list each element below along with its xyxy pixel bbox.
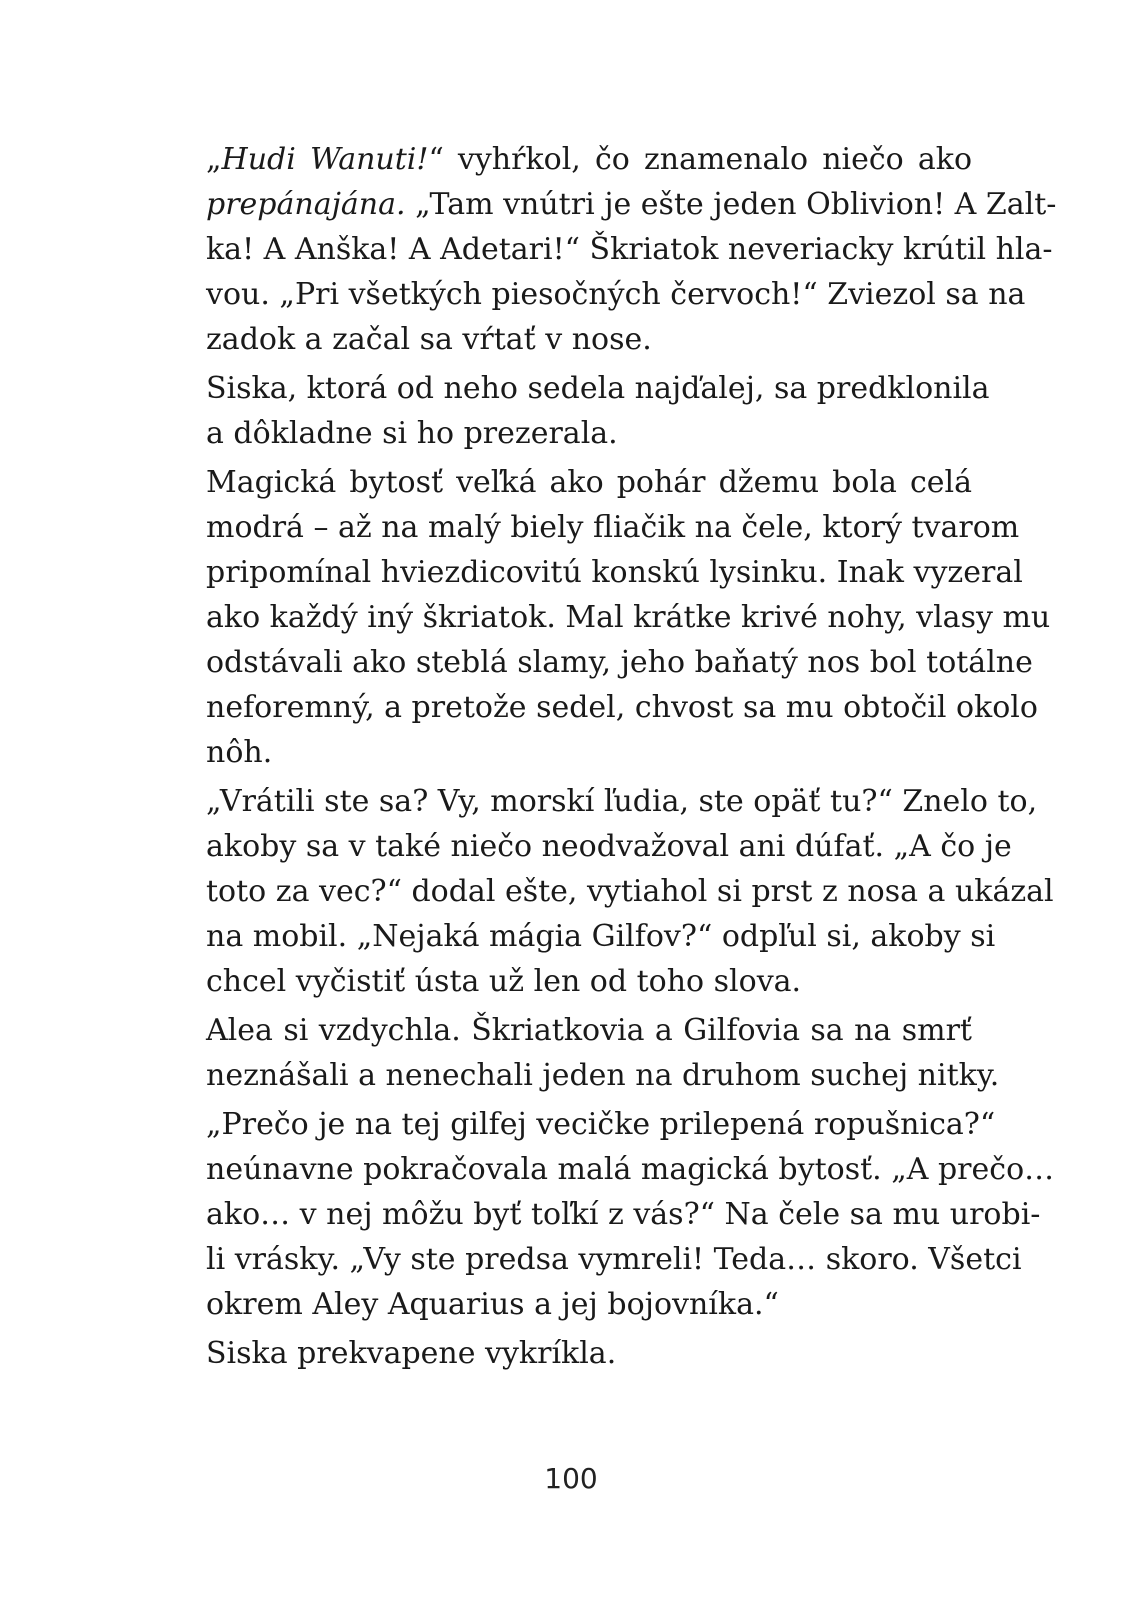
text-line — [180, 824, 1012, 869]
text-line — [180, 1102, 996, 1147]
text-line — [180, 595, 1051, 640]
text-line — [180, 366, 990, 411]
text-line — [180, 550, 1023, 595]
text-line — [180, 182, 1057, 227]
text-run: okrem Aley Aquarius a jej bojovníka.“ — [206, 1287, 779, 1322]
text-line — [180, 914, 996, 959]
italic-text: prepánajána. — [206, 187, 406, 222]
paragraph — [180, 779, 1054, 1004]
text-line — [180, 779, 1038, 824]
text-line — [180, 272, 1026, 317]
text-run: na mobil. „Nejaká mágia Gilfov?“ odpľul si, akoby si — [206, 919, 996, 954]
text-run: odstávali ako steblá slamy, jeho baňatý nos bol totálne — [206, 645, 1033, 680]
text-line — [180, 869, 1054, 914]
paragraph — [180, 1102, 1055, 1327]
text-run: pripomínal hviezdicovitú konskú lysinku. Inak vyzeral — [206, 555, 1023, 590]
text-line — [180, 1282, 972, 1327]
text-run: vou. „Pri všetkých piesočných červoch!“ Zviezol sa na — [206, 277, 1026, 312]
text-run: ka! A Anška! A Adetari!“ Škriatok neveriacky krútil hla- — [206, 232, 1053, 267]
text-run: neforemný, a pretože sedel, chvost sa mu obtočil okolo — [206, 690, 1038, 725]
text-run: zadok a začal sa vŕtať v nose. — [206, 322, 652, 357]
text-run: nôh. — [206, 735, 273, 770]
text-line — [180, 685, 1038, 730]
text-line — [180, 1237, 1022, 1282]
text-line — [180, 1331, 972, 1376]
paragraph — [180, 1008, 1000, 1098]
text-run: „Prečo je na tej gilfej vecičke prilepená ropušnica?“ — [206, 1107, 996, 1142]
text-line — [180, 137, 972, 182]
text-line — [180, 730, 972, 775]
text-run: modrá – až na malý biely fliačik na čele, ktorý tvarom — [206, 510, 1020, 545]
text-line — [180, 1053, 1000, 1098]
text-run: „Tam vnútri je ešte jeden Oblivion! A Zalt- — [405, 187, 1057, 222]
text-run: neznášali a nenechali jeden na druhom suchej nitky. — [206, 1058, 1000, 1093]
text-line — [180, 640, 1033, 685]
text-run: Magická bytosť veľká ako pohár džemu bola celá — [206, 465, 972, 500]
text-line — [180, 227, 1053, 272]
paragraph — [180, 137, 1057, 362]
text-run: li vrásky. „Vy ste predsa vymreli! Teda… skoro. Všetci — [206, 1242, 1022, 1277]
text-run: Siska, ktorá od neho sedela najďalej, sa predklonila — [206, 371, 990, 406]
text-run: toto za vec?“ dodal ešte, vytiahol si prst z nosa a ukázal — [206, 874, 1054, 909]
text-line — [180, 1147, 1055, 1192]
text-line — [180, 411, 972, 456]
text-run: chcel vyčistiť ústa už len od toho slova. — [206, 964, 802, 999]
text-run: ako každý iný škriatok. Mal krátke krivé nohy, vlasy mu — [206, 600, 1051, 635]
text-line — [180, 460, 972, 505]
italic-text: Hudi Wanuti! — [221, 142, 429, 177]
body-text — [180, 137, 1057, 1376]
text-line — [180, 959, 972, 1004]
text-run: ako… v nej môžu byť toľkí z vás?“ Na čele sa mu urobi- — [206, 1197, 1041, 1232]
text-run: „Vrátili ste sa? Vy, morskí ľudia, ste opäť tu?“ Znelo to, — [206, 784, 1038, 819]
text-run: „ — [206, 142, 222, 177]
text-run: neúnavne pokračovala malá magická bytosť. „A prečo… — [206, 1152, 1055, 1187]
text-run: akoby sa v také niečo neodvažoval ani dúfať. „A čo je — [206, 829, 1012, 864]
text-line — [180, 1008, 972, 1053]
page-number: 100 — [544, 1462, 598, 1495]
text-run: Siska prekvapene vykríkla. — [206, 1336, 617, 1371]
paragraph — [180, 460, 1051, 775]
text-line — [180, 1192, 1041, 1237]
paragraph — [180, 1331, 972, 1376]
paragraph — [180, 366, 990, 456]
text-run: “ vyhŕkol, čo znamenalo niečo ako — [428, 142, 973, 177]
text-run: Alea si vzdychla. Škriatkovia a Gilfovia sa na smrť — [206, 1013, 972, 1048]
text-run: a dôkladne si ho prezerala. — [206, 416, 618, 451]
text-line — [180, 505, 1020, 550]
text-line — [180, 317, 972, 362]
